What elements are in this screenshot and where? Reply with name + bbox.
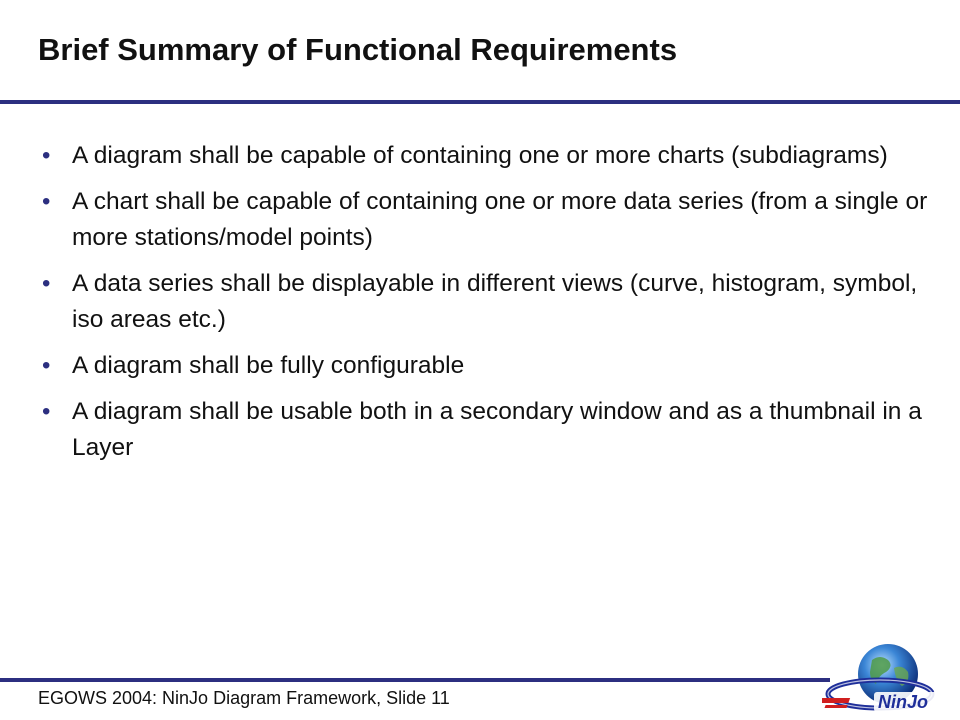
- footer-divider: [0, 678, 830, 682]
- bullet-text: A diagram shall be usable both in a secondary window and as a thumbnail in a Layer: [72, 398, 922, 461]
- logo-text: NinJo: [878, 692, 929, 712]
- slide-title: Brief Summary of Functional Requirements: [38, 32, 678, 67]
- bullet-item: [42, 138, 932, 174]
- bullet-text: A chart shall be capable of containing one or more data series (from a single or more stations/model points): [72, 188, 928, 251]
- bullet-text: A data series shall be displayable in different views (curve, histogram, symbol, iso areas etc.): [72, 270, 918, 333]
- bullet-dot-icon: •: [42, 270, 51, 297]
- bullet-item: [42, 184, 932, 256]
- title-divider: [0, 100, 960, 104]
- ninjo-globe-logo-icon: [822, 638, 952, 720]
- bullet-item: [42, 266, 932, 338]
- bullet-dot-icon: •: [42, 142, 51, 169]
- bullet-item: [42, 348, 932, 384]
- slide-footer: EGOWS 2004: NinJo Diagram Framework, Slide 11: [38, 688, 450, 708]
- bullet-dot-icon: •: [42, 352, 51, 379]
- bullet-list: [42, 138, 932, 476]
- bullet-item: [42, 394, 932, 466]
- bullet-dot-icon: •: [42, 188, 51, 215]
- bullet-text: A diagram shall be fully configurable: [72, 352, 465, 379]
- bullet-text: A diagram shall be capable of containing one or more charts (subdiagrams): [72, 142, 888, 169]
- bullet-dot-icon: •: [42, 398, 51, 425]
